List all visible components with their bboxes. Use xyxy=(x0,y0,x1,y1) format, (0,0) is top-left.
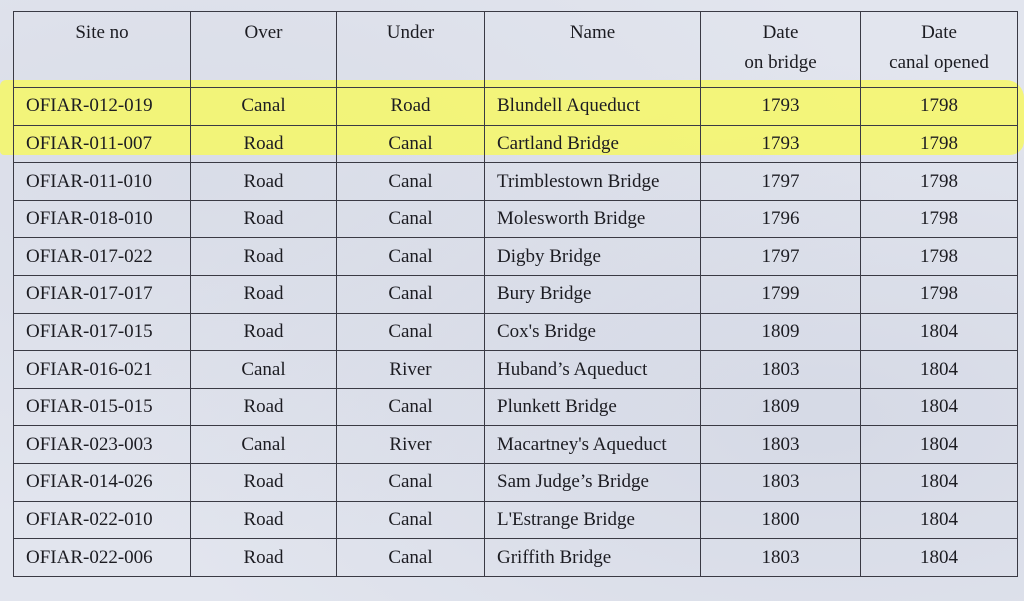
header-date-canal-opened: Date canal opened xyxy=(861,12,1018,88)
cell-name: Cartland Bridge xyxy=(485,125,701,163)
cell-date-on-bridge: 1809 xyxy=(701,313,861,351)
header-over: Over xyxy=(191,12,337,88)
header-date-on-bridge: Date on bridge xyxy=(701,12,861,88)
cell-name: Sam Judge’s Bridge xyxy=(485,463,701,501)
cell-name: Macartney's Aqueduct xyxy=(485,426,701,464)
cell-over: Road xyxy=(191,501,337,539)
header-name: Name xyxy=(485,12,701,88)
cell-date-on-bridge: 1796 xyxy=(701,200,861,238)
cell-site-no: OFIAR-012-019 xyxy=(14,88,191,126)
cell-name: Digby Bridge xyxy=(485,238,701,276)
cell-date-canal-opened: 1804 xyxy=(861,388,1018,426)
cell-site-no: OFIAR-018-010 xyxy=(14,200,191,238)
cell-name: Molesworth Bridge xyxy=(485,200,701,238)
table-header-row xyxy=(14,12,1018,88)
table-row xyxy=(14,463,1018,501)
cell-date-on-bridge: 1793 xyxy=(701,125,861,163)
cell-under: Canal xyxy=(337,200,485,238)
cell-date-on-bridge: 1803 xyxy=(701,463,861,501)
table-row xyxy=(14,200,1018,238)
cell-date-on-bridge: 1793 xyxy=(701,88,861,126)
cell-under: River xyxy=(337,351,485,389)
table-row xyxy=(14,125,1018,163)
cell-under: Canal xyxy=(337,313,485,351)
bridge-table xyxy=(13,11,1018,577)
cell-name: Huband’s Aqueduct xyxy=(485,351,701,389)
cell-over: Road xyxy=(191,238,337,276)
cell-under: Canal xyxy=(337,501,485,539)
cell-date-on-bridge: 1800 xyxy=(701,501,861,539)
table-row xyxy=(14,313,1018,351)
table-row xyxy=(14,351,1018,389)
cell-name: Trimblestown Bridge xyxy=(485,163,701,201)
cell-site-no: OFIAR-022-010 xyxy=(14,501,191,539)
cell-date-canal-opened: 1798 xyxy=(861,163,1018,201)
cell-date-on-bridge: 1803 xyxy=(701,539,861,577)
cell-date-on-bridge: 1799 xyxy=(701,275,861,313)
cell-name: Blundell Aqueduct xyxy=(485,88,701,126)
cell-date-canal-opened: 1798 xyxy=(861,238,1018,276)
cell-date-canal-opened: 1804 xyxy=(861,351,1018,389)
cell-over: Road xyxy=(191,313,337,351)
cell-date-canal-opened: 1804 xyxy=(861,501,1018,539)
cell-date-canal-opened: 1804 xyxy=(861,463,1018,501)
cell-over: Canal xyxy=(191,88,337,126)
cell-site-no: OFIAR-017-017 xyxy=(14,275,191,313)
cell-date-canal-opened: 1804 xyxy=(861,539,1018,577)
cell-site-no: OFIAR-017-022 xyxy=(14,238,191,276)
cell-under: Canal xyxy=(337,125,485,163)
cell-name: Bury Bridge xyxy=(485,275,701,313)
cell-under: Canal xyxy=(337,163,485,201)
cell-name: Griffith Bridge xyxy=(485,539,701,577)
cell-site-no: OFIAR-011-010 xyxy=(14,163,191,201)
cell-date-canal-opened: 1798 xyxy=(861,88,1018,126)
table-row xyxy=(14,388,1018,426)
cell-under: River xyxy=(337,426,485,464)
cell-date-canal-opened: 1804 xyxy=(861,426,1018,464)
cell-date-on-bridge: 1809 xyxy=(701,388,861,426)
table-row xyxy=(14,275,1018,313)
cell-name: Plunkett Bridge xyxy=(485,388,701,426)
cell-site-no: OFIAR-014-026 xyxy=(14,463,191,501)
cell-over: Road xyxy=(191,463,337,501)
cell-over: Road xyxy=(191,388,337,426)
cell-date-on-bridge: 1803 xyxy=(701,426,861,464)
header-site-no: Site no xyxy=(14,12,191,88)
header-under: Under xyxy=(337,12,485,88)
cell-name: L'Estrange Bridge xyxy=(485,501,701,539)
cell-date-canal-opened: 1798 xyxy=(861,275,1018,313)
cell-over: Road xyxy=(191,539,337,577)
cell-date-on-bridge: 1803 xyxy=(701,351,861,389)
table-row xyxy=(14,238,1018,276)
table-row xyxy=(14,501,1018,539)
cell-date-canal-opened: 1798 xyxy=(861,125,1018,163)
cell-site-no: OFIAR-015-015 xyxy=(14,388,191,426)
cell-date-on-bridge: 1797 xyxy=(701,163,861,201)
cell-date-canal-opened: 1798 xyxy=(861,200,1018,238)
cell-over: Canal xyxy=(191,426,337,464)
cell-over: Road xyxy=(191,163,337,201)
cell-over: Canal xyxy=(191,351,337,389)
table-row xyxy=(14,88,1018,126)
table-row xyxy=(14,539,1018,577)
cell-date-on-bridge: 1797 xyxy=(701,238,861,276)
cell-site-no: OFIAR-022-006 xyxy=(14,539,191,577)
table-row xyxy=(14,163,1018,201)
cell-site-no: OFIAR-023-003 xyxy=(14,426,191,464)
cell-under: Canal xyxy=(337,238,485,276)
cell-over: Road xyxy=(191,200,337,238)
cell-over: Road xyxy=(191,125,337,163)
cell-under: Canal xyxy=(337,388,485,426)
cell-under: Canal xyxy=(337,463,485,501)
cell-under: Canal xyxy=(337,539,485,577)
cell-under: Road xyxy=(337,88,485,126)
cell-over: Road xyxy=(191,275,337,313)
table-row xyxy=(14,426,1018,464)
cell-name: Cox's Bridge xyxy=(485,313,701,351)
cell-under: Canal xyxy=(337,275,485,313)
cell-site-no: OFIAR-016-021 xyxy=(14,351,191,389)
cell-site-no: OFIAR-017-015 xyxy=(14,313,191,351)
cell-site-no: OFIAR-011-007 xyxy=(14,125,191,163)
cell-date-canal-opened: 1804 xyxy=(861,313,1018,351)
